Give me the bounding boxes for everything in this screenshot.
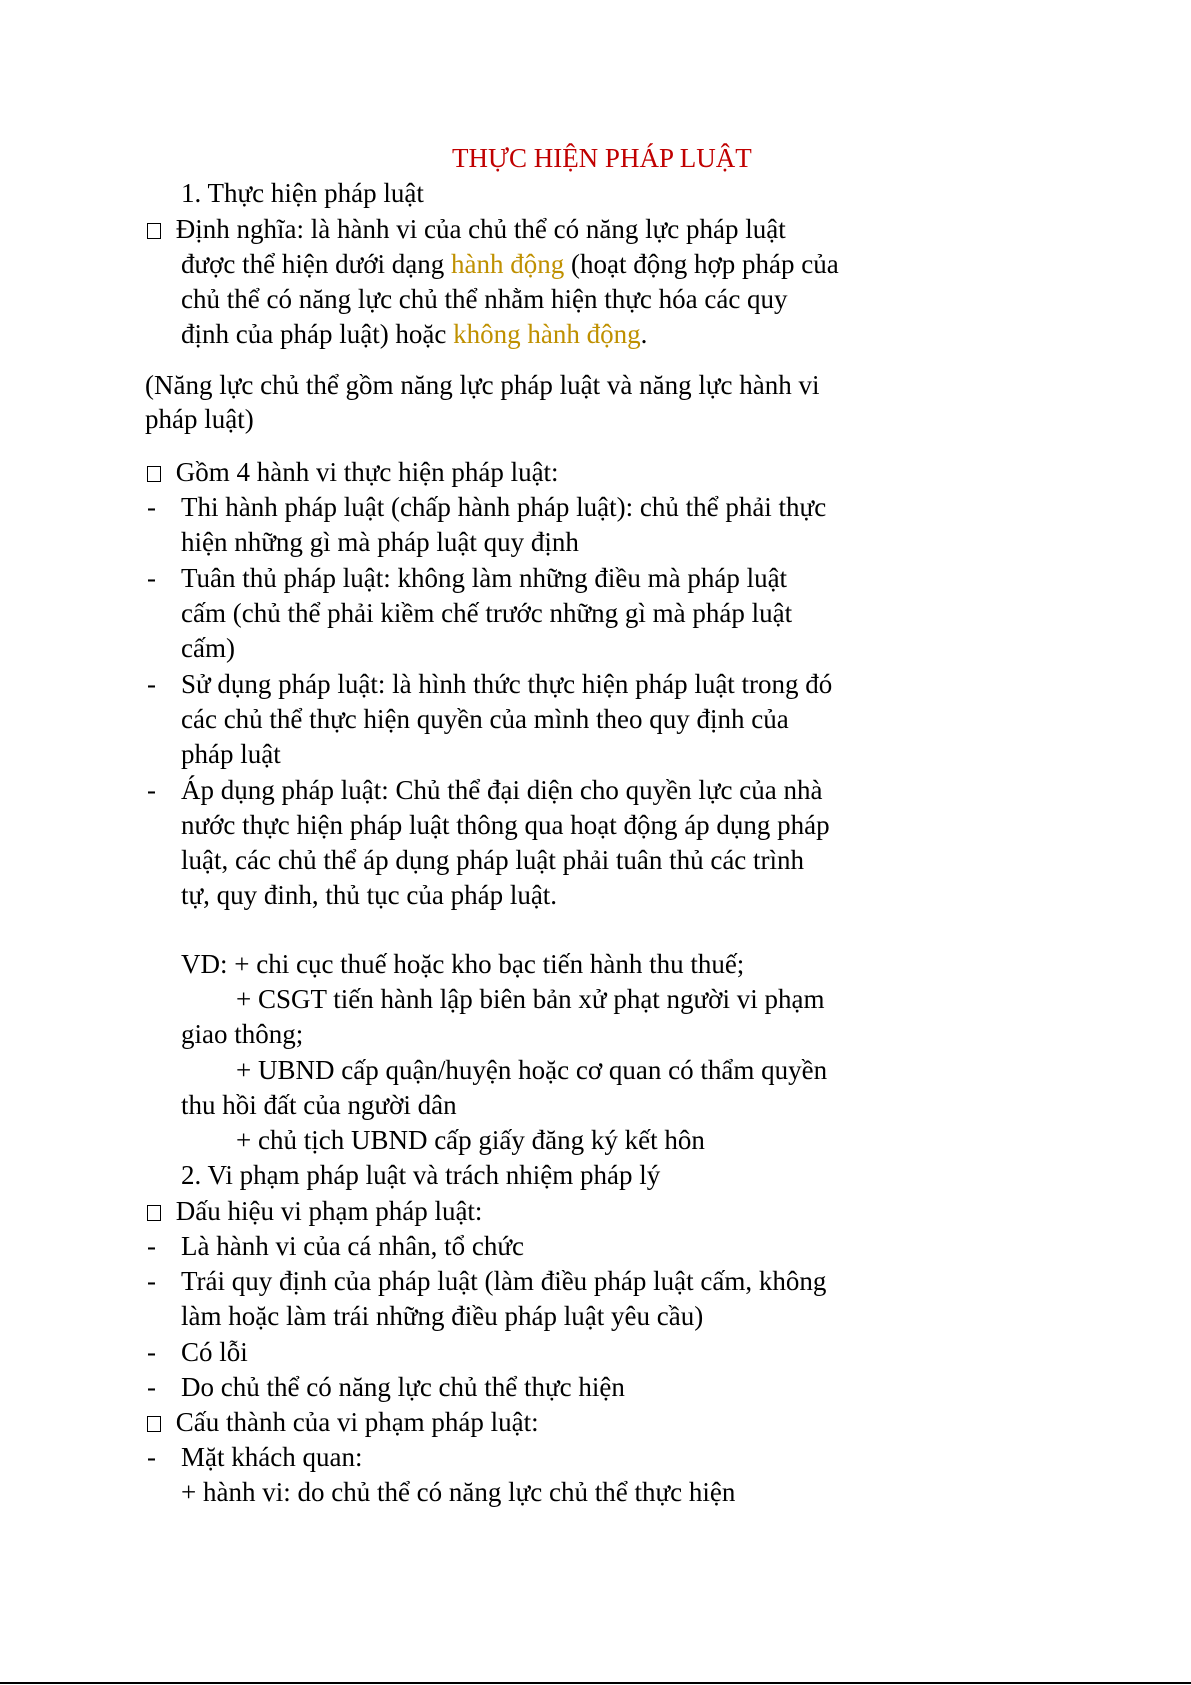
checkbox-bullet-icon (147, 1205, 161, 1221)
definition-line-1: Định nghĩa: là hành vi của chủ thể có năng lực pháp luật (147, 212, 786, 246)
structure-sub: + hành vi: do chủ thể có năng lực chủ thể thực hiện (181, 1477, 736, 1507)
definition-line-3: chủ thể có năng lực chủ thể nhằm hiện thực hóa các quy (181, 284, 788, 314)
sign-2-line-1: Trái quy định của pháp luật (làm điều pháp luật cấm, không (181, 1266, 827, 1296)
example-2-line-2: giao thông; (181, 1019, 304, 1049)
checkbox-bullet-icon (147, 466, 161, 482)
example-4: + chủ tịch UBND cấp giấy đăng ký kết hôn (236, 1125, 705, 1155)
form-2-line-1: Tuân thủ pháp luật: không làm những điều mà pháp luật (181, 563, 788, 593)
dash-bullet: - (147, 563, 156, 593)
form-1-line-2: hiện những gì mà pháp luật quy định (181, 527, 579, 557)
form-1-line-1: Thi hành pháp luật (chấp hành pháp luật): chủ thể phải thực (181, 492, 827, 522)
sign-3: Có lỗi (181, 1337, 248, 1367)
example-3-line-2: thu hồi đất của người dân (181, 1090, 457, 1120)
section-1-heading: 1. Thực hiện pháp luật (181, 178, 424, 208)
dash-bullet: - (147, 1231, 156, 1261)
dash-bullet: - (147, 1337, 156, 1367)
form-4-line-1: Áp dụng pháp luật: Chủ thể đại diện cho quyền lực của nhà (181, 775, 823, 805)
definition-line-2: được thể hiện dưới dạng hành động (hoạt động hợp pháp của (181, 249, 839, 279)
note-line-1: (Năng lực chủ thể gồm năng lực pháp luật và năng lực hành vi (145, 370, 820, 400)
page-bottom-divider (0, 1682, 1191, 1684)
highlight-action: hành động (451, 249, 565, 279)
sign-1: Là hành vi của cá nhân, tổ chức (181, 1231, 524, 1261)
dash-bullet: - (147, 669, 156, 699)
checkbox-bullet-icon (147, 1416, 161, 1432)
dash-bullet: - (147, 492, 156, 522)
section-2-heading: 2. Vi phạm pháp luật và trách nhiệm pháp lý (181, 1160, 661, 1190)
form-4-line-3: luật, các chủ thể áp dụng pháp luật phải tuân thủ các trình (181, 845, 805, 875)
form-4-line-4: tự, quy đinh, thủ tục của pháp luật. (181, 880, 558, 910)
dash-bullet: - (147, 775, 156, 805)
highlight-inaction: không hành động (453, 319, 641, 349)
sign-2-line-2: làm hoặc làm trái những điều pháp luật yêu cầu) (181, 1301, 704, 1331)
definition-line-4: định của pháp luật) hoặc không hành động. (181, 319, 648, 349)
form-4-line-2: nước thực hiện pháp luật thông qua hoạt động áp dụng pháp (181, 810, 830, 840)
note-line-2: pháp luật) (145, 404, 254, 434)
dash-bullet: - (147, 1442, 156, 1472)
dash-bullet: - (147, 1372, 156, 1402)
form-3-line-2: các chủ thể thực hiện quyền của mình theo quy định của (181, 704, 789, 734)
page-title: THỰC HIỆN PHÁP LUẬT (452, 143, 752, 173)
sign-4: Do chủ thể có năng lực chủ thể thực hiện (181, 1372, 625, 1402)
example-1: VD: + chi cục thuế hoặc kho bạc tiến hành thu thuế; (181, 949, 745, 979)
signs-heading: Dấu hiệu vi phạm pháp luật: (147, 1194, 482, 1228)
structure-item: Mặt khách quan: (181, 1442, 363, 1472)
checkbox-bullet-icon (147, 223, 161, 239)
dash-bullet: - (147, 1266, 156, 1296)
form-3-line-1: Sử dụng pháp luật: là hình thức thực hiện pháp luật trong đó (181, 669, 833, 699)
example-2-line-1: + CSGT tiến hành lập biên bản xử phạt người vi phạm (236, 984, 825, 1014)
example-3-line-1: + UBND cấp quận/huyện hoặc cơ quan có thẩm quyền (236, 1055, 828, 1085)
structure-heading: Cấu thành của vi phạm pháp luật: (147, 1405, 539, 1439)
form-2-line-3: cấm) (181, 633, 235, 663)
form-3-line-3: pháp luật (181, 739, 281, 769)
form-2-line-2: cấm (chủ thể phải kiềm chế trước những gì mà pháp luật (181, 598, 793, 628)
forms-heading: Gồm 4 hành vi thực hiện pháp luật: (147, 455, 559, 489)
